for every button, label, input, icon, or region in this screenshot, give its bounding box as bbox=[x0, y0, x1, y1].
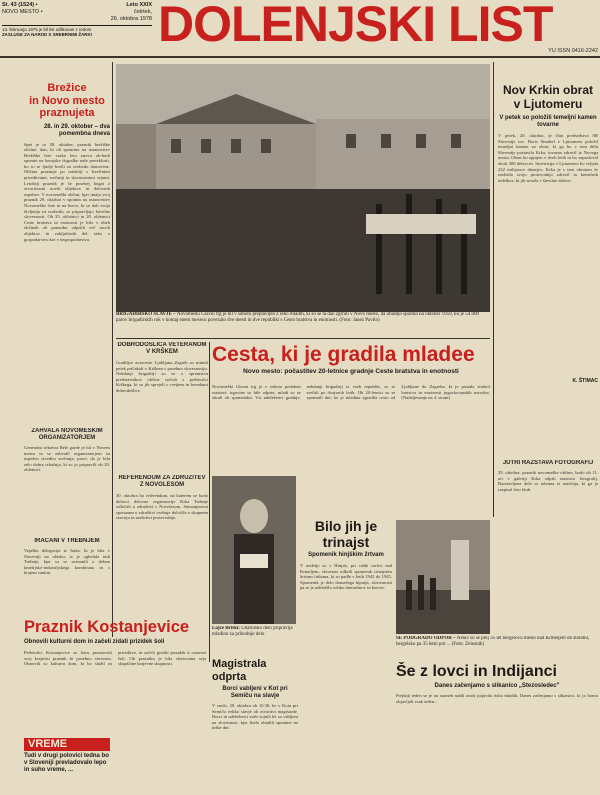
praznik-body: Prebivalci Kostanjevice so letos praznovali svoj krajevni praznik še posebno slovesno. Obnovili so kulturni dom, ki bo služil za prireditve, in začeli graditi prizidek k osnovni šoli. Ob prazniku je bila slavnostna seja skupščine krajevne skupnosti. bbox=[24, 650, 206, 667]
photo-rule bbox=[116, 338, 490, 339]
podgora-photo bbox=[396, 520, 490, 634]
masthead bbox=[0, 0, 600, 56]
magistrala-headline: Magistrala odprta bbox=[212, 658, 267, 683]
award-line-1: 13. februarja 1975 je bil list odlikovan z redom bbox=[2, 27, 92, 32]
krka-body: V petek, 20. oktobra, je član predsedstva SR Slovenije tov. Boris Šnuderl v Ljutomeru položil temeljni kamen za obrat, ki ga bo v tem delu Slovenije postavila Krka, tovarna zdravil iz Novega mesta. Obrat bo zgrajen v dveh letih in bo zaposloval okoli 300 delavcev. Investicija v Ljutomeru bo veljala 232 milijonov dinarjev. Krka je s tem obratom še razširila svojo proizvodnjo zdravil in kemičnih izdelkov, ki jih izvaža v številne države. bbox=[498, 133, 598, 183]
brezice-subhead: 28. in 29. oktober – dva pomembna dneva bbox=[43, 123, 110, 137]
veterans-headline: DOBRODOŠLICA VETERANOM V KRŠKEM bbox=[117, 342, 207, 355]
weekday: četrtek, bbox=[133, 9, 152, 15]
bilo-subhead: Spomenik hinjškim žrtvam bbox=[308, 552, 384, 558]
iracani-headline: IRAČANI V TREBNJEM bbox=[34, 538, 100, 544]
bilo-article bbox=[300, 518, 392, 666]
magistrala-subhead: Borci vabljeni v Kot pri Semiču na slavje bbox=[222, 686, 288, 699]
indijanci-body: Prejšnji teden se je na straneh naših otrok pojavila risba mladih. Danes začenjamo s slikanico, ki jo bomo objavljali vsak teden... bbox=[396, 693, 598, 704]
indijanci-headline: Še z lovci in Indijanci bbox=[396, 663, 557, 680]
main-photo bbox=[116, 64, 490, 312]
vreme-label: VREME bbox=[24, 738, 110, 751]
briski-photo bbox=[212, 476, 296, 624]
bilo-headline: Bilo jih je trinajst bbox=[314, 518, 378, 550]
podgora-photo-image bbox=[396, 520, 490, 634]
podgora-caption-text: Nenič so se prej 35 let bergelovo mesto nad Krmeljem ob stoletni, bergelsko pa 35 letni pot ... (Foto: Zeleznik) bbox=[396, 636, 590, 647]
masthead-info bbox=[2, 2, 152, 54]
issue-date: 26. oktobra 1978 bbox=[110, 16, 152, 22]
vreme-text: Tudi v drugi polovici tedna bo v Sloveniji prevladovalo lepo in suho vreme, ... bbox=[24, 753, 109, 773]
cesta-subhead: Novo mesto: počastitev 20-letnice gradnje Ceste bratstva in enotnosti bbox=[243, 368, 459, 375]
magistrala-article bbox=[212, 658, 298, 795]
indijanci-article bbox=[396, 662, 598, 795]
praznik-article bbox=[24, 618, 206, 750]
referendum-article bbox=[116, 475, 208, 605]
brezice-body: Spet je to 28. oktober, praznik brežiške občine, dan, ki ob spominu na ustanovitev Brežiške čete vsako leto znova ob-budi spomin na herojske dogodke naše preteklosti, ko so se ljudje borili za svobodo domovine. Občina praznuje po tradiciji s številnimi prireditvami, srečanji in slavnostnimi sejami. Letošnji praznik je še posebej bogat z otvoritvami novih objektov in delovnih uspehov. V novomeški občini, kjer imajo svoj praznik 29. oktobra v spomin na ustanovitev Novomeške čete in na borce, ki so dali svoja življenja za svobodo, se pripravljajo številne slovesnosti. Ob 35. obletnici in 20. obletnici Ceste bratstva in enotnosti je bilo v obeh občinah ob prazniku odprtih več novih objektov in zaključenih del, tako v gospodarstvu kot v negospodarstvu. bbox=[24, 141, 110, 242]
award-line-2: ZASLUGE ZA NAROD S SREBRNIMI ŽARKI bbox=[2, 32, 92, 38]
brezice-article bbox=[24, 82, 110, 394]
veterans-article bbox=[116, 342, 208, 472]
krka-signature: K. ŠTIMAC bbox=[572, 378, 598, 384]
place: NOVO MESTO • bbox=[2, 9, 43, 15]
krka-headline: Nov Krkin obrat v Ljutomeru bbox=[502, 84, 593, 111]
briski-caption-text: Udarniško delo pripravlja mladino za prihodnje delo bbox=[212, 626, 293, 637]
vreme-box bbox=[24, 738, 110, 795]
podgora-caption-lead: ŠE PODGRADO ODPOR – bbox=[396, 636, 456, 641]
cesta-article-head bbox=[212, 342, 490, 382]
right-column-divider bbox=[493, 62, 494, 517]
foto-article bbox=[498, 460, 598, 518]
magistrala-body: V sredo, 29. oktobra ob 10.30, bo v Kotu pri Semiču veliko slavje ob otvoritvi magistrale. Borci in udeleženci vseh vojnih let so vabljeni na slovesnost, kjer bodo obudili spomine na težke dni. bbox=[212, 703, 298, 731]
praznik-subhead: Obnovili kulturni dom in začeli zidati prizidek šoli bbox=[24, 639, 165, 645]
briski-caption-lead: Lojze Briški: bbox=[212, 626, 240, 631]
zahvala-headline: ZAHVALA NOVOMEŠKIM ORGANIZATORJEM bbox=[31, 428, 103, 441]
main-photo-caption-lead: BRIGADIRSKO SLAVJE – bbox=[116, 312, 176, 317]
foto-body: 29. oktobra, praznik novomeške občine, bodo ob 11. uri v galeriji Krka odprli razstavo fotografij. Razstavljena dela so izbrana iz natečaja, ki ga je razpisal foto klub. bbox=[498, 470, 598, 492]
cesta-body: Novomeški Glavni trg je v soboto podoben razstavi: trgovine so bile odprte, mladi so se zbrali ob spomeniku. Vsi udeleženci gradnje, nekdanji brigadirji iz vseh republik, so se srečali po dvajsetih letih. Ob 20-letnici so se spomnili dni, ko je mladina zgradila cesto od Ljubljane do Zagreba, ki je postala simbol bratstva in enotnosti jugoslovanskih narodov. (Nadaljevanje na 4. strani) bbox=[212, 384, 490, 401]
newspaper-title: DOLENJSKI LIST bbox=[158, 0, 553, 50]
main-photo-image bbox=[116, 64, 490, 312]
praznik-headline: Praznik Kostanjevice bbox=[24, 618, 190, 636]
briski-photo-image bbox=[212, 476, 296, 624]
iracani-body: Vojaška delegacija iz Iraka, ki je bila v Sloveniji na obisku, si je ogledala tudi Trebnje, kjer so se seznanili z delom kmetijsko-industrijskega kombinata in s krajem samim. bbox=[24, 548, 110, 576]
bilo-body: V nedeljo so v Hinjah, pri vaški cerkvi nad Krmeljem, slovesno odkrili spomenik trinajstim žrtvam fašizma, ki so padle v letih 1942 do 1945. Spomenik je delo domačega kiparja, slovesnosti pa se je udeležilo veliko domačinov in borcev. bbox=[300, 563, 392, 591]
issue-number: Št. 43 (1524) • bbox=[2, 2, 38, 8]
main-photo-caption bbox=[116, 312, 490, 337]
krka-article bbox=[498, 84, 598, 414]
zahvala-article bbox=[24, 428, 110, 498]
issn: YU ISSN 0416-2242 bbox=[548, 48, 598, 54]
krka-subhead: V petek so položili temeljni kamen tovarne bbox=[499, 115, 597, 128]
referendum-body: 30. oktobra bo referendum, na katerem se bodo delavci delovne organizacije Krka Trebnje odločali o združitvi s Novolesom. Samoupravni sporazum o združitvi vsebuje določila o skupnem razvoju in razširitvi proizvodnje. bbox=[116, 493, 208, 521]
foto-headline: JUTRI RAZSTAVA FOTOGRAFIJ bbox=[502, 460, 594, 466]
veterans-body: Gradiljce avtoceste Ljubljana–Zagreb so minuli petek pričakali v Krškem s posebno slovesnostjo. Nekdanji brigadirji so se v spremstvu predstavnikov občine srečali s prebivalci Krškega, ki so jih sprejeli s cvetjem in besedami dobrodošlice. bbox=[116, 360, 208, 393]
cesta-headline: Cesta, ki je gradila mladee bbox=[212, 343, 475, 366]
column-divider bbox=[112, 62, 113, 637]
referendum-headline: REFERENDUM ZA ZDRUŽITEV Z NOVOLESOM bbox=[118, 475, 206, 488]
indijanci-subhead: Danes začenjamo s slikanico „Stezosledec" bbox=[434, 683, 560, 689]
briski-caption bbox=[212, 626, 296, 654]
main-photo-caption-text: Novomeški Glavni trg je bil v soboto preplavljen z reko mladih, ki so se ta dan zgrnili v Novo mesto, da obudijo spomin na oktober 1959, ko je 54.000 parov brigadirskih rok v komaj enem mesecu povezalo dve mesti in dve republiki s Cesto bratstva in enotnosti. (Foto: Janez Pavlin) bbox=[116, 312, 479, 323]
brezice-headline: Brežice in Novo mesto praznujeta bbox=[29, 82, 105, 119]
column-divider-2 bbox=[209, 342, 210, 662]
volume-year: Leto XXIX bbox=[126, 2, 152, 8]
masthead-rule bbox=[0, 56, 600, 58]
podgora-caption bbox=[396, 636, 598, 658]
zahvala-body: Generalni sekretar Bele garde je bil v Novem mestu in se zahvalil organizatorjem za uspešno izvedbo srečanja; pravi, da je bila zelo dobra izkušnja, ki so jo pripravili ob 20. obletnici. bbox=[24, 445, 110, 473]
iracani-article bbox=[24, 538, 110, 594]
